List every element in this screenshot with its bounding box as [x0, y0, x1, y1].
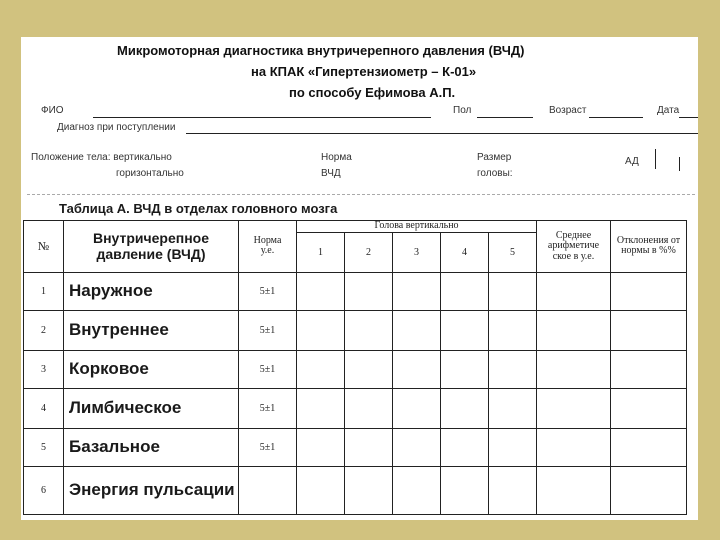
data-line[interactable] — [679, 117, 698, 118]
value-cell[interactable] — [345, 428, 393, 466]
norma-label: Норма — [321, 152, 352, 163]
table-title: Таблица А. ВЧД в отделах головного мозга — [59, 201, 338, 216]
value-cell[interactable] — [393, 388, 441, 428]
row-norm: 5±1 — [239, 350, 297, 388]
average-cell[interactable] — [537, 272, 611, 310]
table-row — [24, 466, 687, 514]
gorizontalno-label: горизонтально — [116, 168, 184, 179]
row-number: 6 — [24, 466, 64, 514]
header-no: № — [24, 221, 64, 273]
value-cell[interactable] — [393, 466, 441, 514]
table-row — [24, 350, 687, 388]
value-cell[interactable] — [297, 428, 345, 466]
value-cell[interactable] — [345, 310, 393, 350]
vozrast-line[interactable] — [589, 117, 643, 118]
deviation-cell[interactable] — [611, 310, 687, 350]
header-head-vertical: Голова вертикально — [297, 221, 537, 233]
vchd-table — [23, 220, 687, 515]
ad-divider — [655, 149, 656, 169]
value-cell[interactable] — [393, 310, 441, 350]
title-line-3: по способу Ефимова А.П. — [289, 85, 456, 100]
deviation-cell[interactable] — [611, 272, 687, 310]
dotted-separator — [27, 194, 695, 195]
value-cell[interactable] — [489, 466, 537, 514]
header-col-4: 4 — [441, 232, 489, 272]
deviation-cell[interactable] — [611, 350, 687, 388]
deviation-cell[interactable] — [611, 388, 687, 428]
row-norm: 5±1 — [239, 310, 297, 350]
row-number: 4 — [24, 388, 64, 428]
value-cell[interactable] — [345, 466, 393, 514]
row-label: Внутреннее — [64, 310, 239, 350]
header-col-2: 2 — [345, 232, 393, 272]
deviation-cell[interactable] — [611, 428, 687, 466]
header-col-3: 3 — [393, 232, 441, 272]
ad-label: АД — [625, 156, 639, 167]
table-row — [24, 388, 687, 428]
average-cell[interactable] — [537, 310, 611, 350]
value-cell[interactable] — [441, 310, 489, 350]
row-norm — [239, 466, 297, 514]
ad-divider-2 — [679, 157, 680, 171]
fio-label: ФИО — [41, 105, 64, 116]
row-number: 2 — [24, 310, 64, 350]
data-label: Дата — [657, 105, 680, 116]
row-label: Базальное — [64, 428, 239, 466]
header-otkl: Отклонения от нормы в %% — [611, 221, 687, 273]
row-norm: 5±1 — [239, 428, 297, 466]
table-row — [24, 272, 687, 310]
row-norm: 5±1 — [239, 388, 297, 428]
pol-line[interactable] — [477, 117, 533, 118]
row-norm: 5±1 — [239, 272, 297, 310]
value-cell[interactable] — [345, 272, 393, 310]
value-cell[interactable] — [489, 272, 537, 310]
row-number: 1 — [24, 272, 64, 310]
value-cell[interactable] — [489, 310, 537, 350]
row-label: Корковое — [64, 350, 239, 388]
title-line-2: на КПАК «Гипертензиометр – К-01» — [251, 64, 477, 79]
value-cell[interactable] — [489, 388, 537, 428]
value-cell[interactable] — [441, 428, 489, 466]
row-label: Наружное — [64, 272, 239, 310]
header-srednee: Среднее арифметиче ское в у.е. — [537, 221, 611, 273]
average-cell[interactable] — [537, 466, 611, 514]
vchd-label: ВЧД — [321, 168, 341, 179]
golovy-label: головы: — [477, 168, 513, 179]
value-cell[interactable] — [297, 350, 345, 388]
table-row — [24, 310, 687, 350]
value-cell[interactable] — [393, 428, 441, 466]
fio-line[interactable] — [93, 117, 431, 118]
vozrast-label: Возраст — [549, 105, 587, 116]
value-cell[interactable] — [297, 272, 345, 310]
header-col-5: 5 — [489, 232, 537, 272]
row-number: 3 — [24, 350, 64, 388]
pol-label: Пол — [453, 105, 472, 116]
value-cell[interactable] — [489, 350, 537, 388]
average-cell[interactable] — [537, 428, 611, 466]
table-row — [24, 428, 687, 466]
row-label: Энергия пульсации — [64, 466, 239, 514]
value-cell[interactable] — [345, 388, 393, 428]
value-cell[interactable] — [441, 466, 489, 514]
value-cell[interactable] — [441, 350, 489, 388]
row-label: Лимбическое — [64, 388, 239, 428]
value-cell[interactable] — [441, 388, 489, 428]
diagnoz-label: Диагноз при поступлении — [57, 122, 176, 133]
polozhenie-label: Положение тела: вертикально — [31, 152, 172, 163]
row-number: 5 — [24, 428, 64, 466]
title-line-1: Микромоторная диагностика внутричерепного давления (ВЧД) — [117, 43, 525, 58]
value-cell[interactable] — [345, 350, 393, 388]
average-cell[interactable] — [537, 388, 611, 428]
value-cell[interactable] — [393, 350, 441, 388]
diagnoz-line[interactable] — [186, 133, 698, 134]
razmer-label: Размер — [477, 152, 512, 163]
average-cell[interactable] — [537, 350, 611, 388]
value-cell[interactable] — [441, 272, 489, 310]
header-vchd: Внутричерепное давление (ВЧД) — [64, 221, 239, 273]
value-cell[interactable] — [297, 310, 345, 350]
deviation-cell[interactable] — [611, 466, 687, 514]
value-cell[interactable] — [393, 272, 441, 310]
header-norma: Норма у.е. — [239, 221, 297, 273]
value-cell[interactable] — [489, 428, 537, 466]
value-cell[interactable] — [297, 466, 345, 514]
form-sheet — [21, 37, 698, 520]
value-cell[interactable] — [297, 388, 345, 428]
header-col-1: 1 — [297, 232, 345, 272]
